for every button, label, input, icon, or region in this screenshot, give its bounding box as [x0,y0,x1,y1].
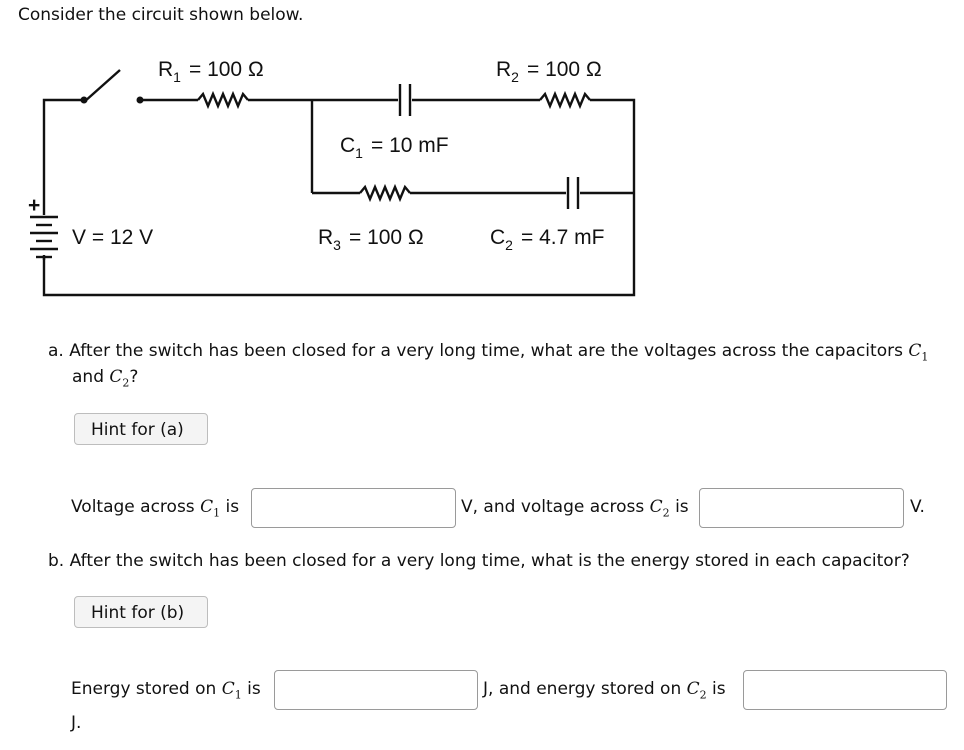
voltage-c1-label: Voltage across $C_1$ is [71,497,240,520]
wire-right-upper [590,100,634,193]
math-c2: $C_2$ [109,367,130,390]
battery-label: V = 12 V [72,226,154,249]
switch-contact-right [137,97,144,104]
circuit-diagram [0,0,964,310]
math-c1: $C_1$ [908,341,929,364]
voltage-c2-input[interactable] [699,488,904,528]
voltage-c1-input[interactable] [251,488,456,528]
hint-b-button[interactable]: Hint for (b) [74,596,208,628]
resistor-r2 [540,94,590,106]
part-a-question-line2: and $C_2$? [72,367,139,390]
energy-c1-label: Energy stored on $C_1$ is [71,679,261,702]
r1-label: $R_1 = 100$ Ω [158,58,264,85]
battery-plus-sign: + [28,194,41,217]
energy-c1-input[interactable] [274,670,478,710]
resistor-r3 [360,187,410,199]
battery-icon [30,217,58,260]
switch-contact-left [81,97,88,104]
r2-label: $R_2 = 100$ Ω [496,58,602,85]
hint-a-button[interactable]: Hint for (a) [74,413,208,445]
energy-c2-label: J, and energy stored on $C_2$ is [483,679,726,702]
voltage-c2-label: V, and voltage across $C_2$ is [461,497,689,520]
problem-intro: Consider the circuit shown below. [18,5,304,25]
energy-unit: J. [71,713,82,733]
c1-label: $C_1 = 10$ mF [340,134,449,161]
c2-label: $C_2 = 4.7$ mF [490,226,605,253]
switch-blade [84,70,120,102]
part-b-question: b. After the switch has been closed for a very long time, what is the energy stored in each capacitor? [48,551,910,571]
voltage-unit: V. [910,497,925,517]
energy-c2-input[interactable] [743,670,947,710]
wire-left [44,100,82,215]
r3-label: $R_3 = 100$ Ω [318,226,424,253]
part-a-question-line1: a. After the switch has been closed for a very long time, what are the voltages across the capacitors $C_1$ [48,341,929,364]
resistor-r1 [198,94,248,106]
